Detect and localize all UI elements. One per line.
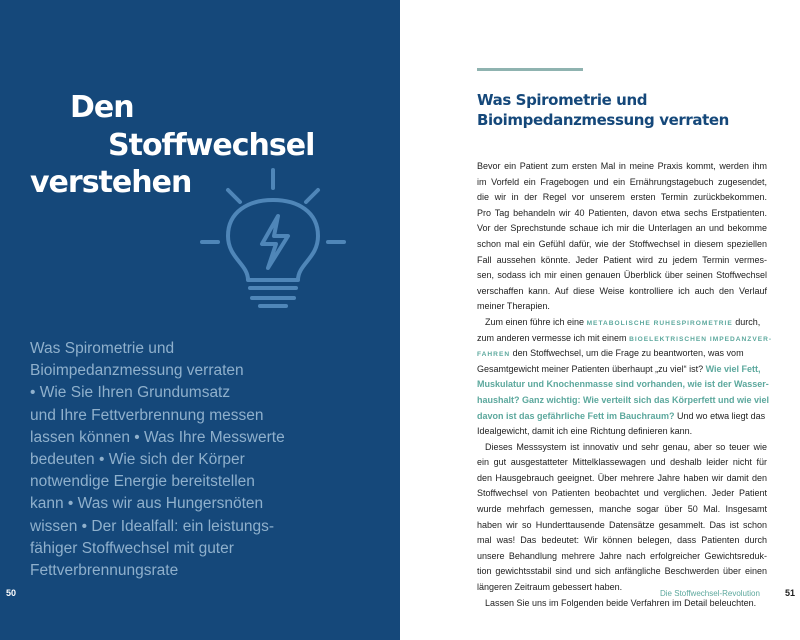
text-line: Idealgewicht, damit ich eine Richtung definieren kann.: [477, 426, 693, 437]
text-line: unsere Behandlung mehrere Jahre nach erfolgreicher Gewichtsreduk-: [477, 550, 767, 561]
text-span: Und wo etwa liegt das: [674, 410, 766, 421]
term-highlight: FAHREN: [477, 351, 511, 359]
question-highlight: davon ist das gefährliche Fett im Bauchraum?: [477, 410, 675, 421]
section-heading: [477, 90, 777, 130]
text-line: ein gut ausgestatteter Mittelklassewagen und deshalb leider nicht für: [477, 457, 767, 468]
text-line: längeren Zeitraum gebessert haben.: [477, 582, 623, 593]
summary-line: Fettverbrennungsrate: [30, 562, 179, 580]
text-line: mal was! Das bedeutet: Wir können belegen, dass Patienten durch: [477, 535, 767, 546]
text-line: [477, 331, 773, 347]
text-span: den Stoffwechsel, um die Frage zu beantworten, was vom: [510, 348, 744, 359]
summary-line: und Ihre Fettverbrennung messen: [30, 406, 264, 424]
summary-line: notwendige Energie bereitstellen: [30, 473, 255, 491]
running-footer-title: Die Stoffwechsel-Revolution: [660, 589, 760, 598]
text-line: sen, sodass ich mir einen genauen Überblick über seinen Stoffwechsel: [477, 270, 767, 281]
chapter-title-line-1: Den: [70, 90, 134, 125]
lightbulb-icon: [188, 160, 358, 320]
text-line: im Vorfeld ein Fragebogen und ein Ernährungstagebuch zugesendet,: [477, 176, 767, 187]
text-span: zum anderen vermesse ich mit einem: [477, 332, 630, 343]
summary-line: wissen • Der Idealfall: ein leistungs-: [30, 517, 275, 535]
body-text: [477, 159, 773, 611]
text-line: verschaffen kann. Auf diese Weise kontrolliere ich auch den Verlauf: [477, 285, 767, 296]
chapter-title-line-3: verstehen: [30, 165, 192, 200]
text-line: [477, 346, 767, 362]
text-line: Dieses Messsystem ist innovativ und sehr genau, aber so teuer wie: [485, 441, 767, 452]
term-highlight: METABOLISCHE RUHESPIROMETRIE: [586, 319, 733, 327]
text-line: schon mal ein Gefühl dafür, wie der Stoffwechsel in diesem speziellen: [477, 238, 767, 249]
summary-line: fähiger Stoffwechsel mit guter: [30, 539, 234, 557]
text-line: Lassen Sie uns im Folgenden beide Verfahren im Detail beleuchten.: [485, 597, 757, 608]
text-line: [477, 409, 767, 425]
text-line: wurde mehrfach gemessen, manche sogar über 50 Mal. Insgesamt: [477, 504, 767, 515]
question-highlight: haushalt? Ganz wichtig: Wie verteilt sich das Körperfett und wie viel: [477, 394, 769, 405]
question-highlight: Wie viel Fett,: [705, 363, 761, 374]
term-highlight: BIOELEKTRISCHEN IMPEDANZVER-: [629, 335, 773, 343]
heading-line: Was Spirometrie und: [477, 91, 648, 109]
text-line: Vor der Sprechstunde schaue ich mir die Unterlagen an und bekomme: [477, 223, 767, 234]
summary-line: Bioimpedanzmessung verraten: [30, 362, 244, 380]
chapter-summary: [30, 338, 370, 582]
page-number-right: 51: [785, 588, 796, 598]
text-line: die wir in der Regel vor unserem ersten Termin zurückbekommen.: [477, 192, 767, 203]
summary-line: bedeuten • Wie sich der Körper: [30, 451, 245, 469]
text-line: den Hausgebrauch geeignet. Über mehrere Jahre haben wir damit den: [477, 472, 767, 483]
page-number-left: 50: [6, 588, 17, 598]
chapter-title-line-2: Stoffwechsel: [108, 128, 315, 163]
summary-line: kann • Was wir aus Hungersnöten: [30, 495, 264, 513]
summary-line: • Wie Sie Ihren Grundumsatz: [30, 384, 231, 402]
text-span: durch,: [732, 316, 761, 327]
text-line: meiner Therapien.: [477, 301, 550, 312]
text-line: Fall aussehen könnte. Jeder Patient wird zu jedem Termin vermes-: [477, 254, 767, 265]
text-line: [477, 377, 767, 393]
text-line: [477, 393, 767, 409]
question-highlight: Muskulatur und Knochenmasse sind vorhanden, wie ist der Wasser-: [477, 379, 769, 390]
text-line: Stoffwechsel von Patienten beobachtet und verglichen. Jeder Patient: [477, 488, 767, 499]
text-line: haben wir so Hunderttausende Datensätze gesammelt. Das ist schon: [477, 519, 767, 530]
heading-rule: [477, 68, 583, 71]
text-line: tion gewichtsstabil sind und sich anfängliche Beschwerden über einen: [477, 566, 767, 577]
summary-line: Was Spirometrie und: [30, 340, 175, 357]
text-span: Gesamtgewicht meiner Patienten überhaupt „zu viel“ ist?: [477, 363, 706, 374]
heading-line: Bioimpedanzmessung verraten: [477, 111, 729, 129]
text-line: [477, 362, 767, 378]
text-span: Zum einen führe ich eine: [485, 316, 587, 327]
text-line: [477, 315, 767, 331]
text-line: Bevor ein Patient zum ersten Mal in meine Praxis kommt, werden ihm: [477, 161, 767, 171]
text-line: Pro Tag behandeln wir 40 Patienten, davon etwa sechs Erstpatienten.: [477, 207, 767, 218]
summary-line: lassen können • Was Ihre Messwerte: [30, 428, 285, 446]
